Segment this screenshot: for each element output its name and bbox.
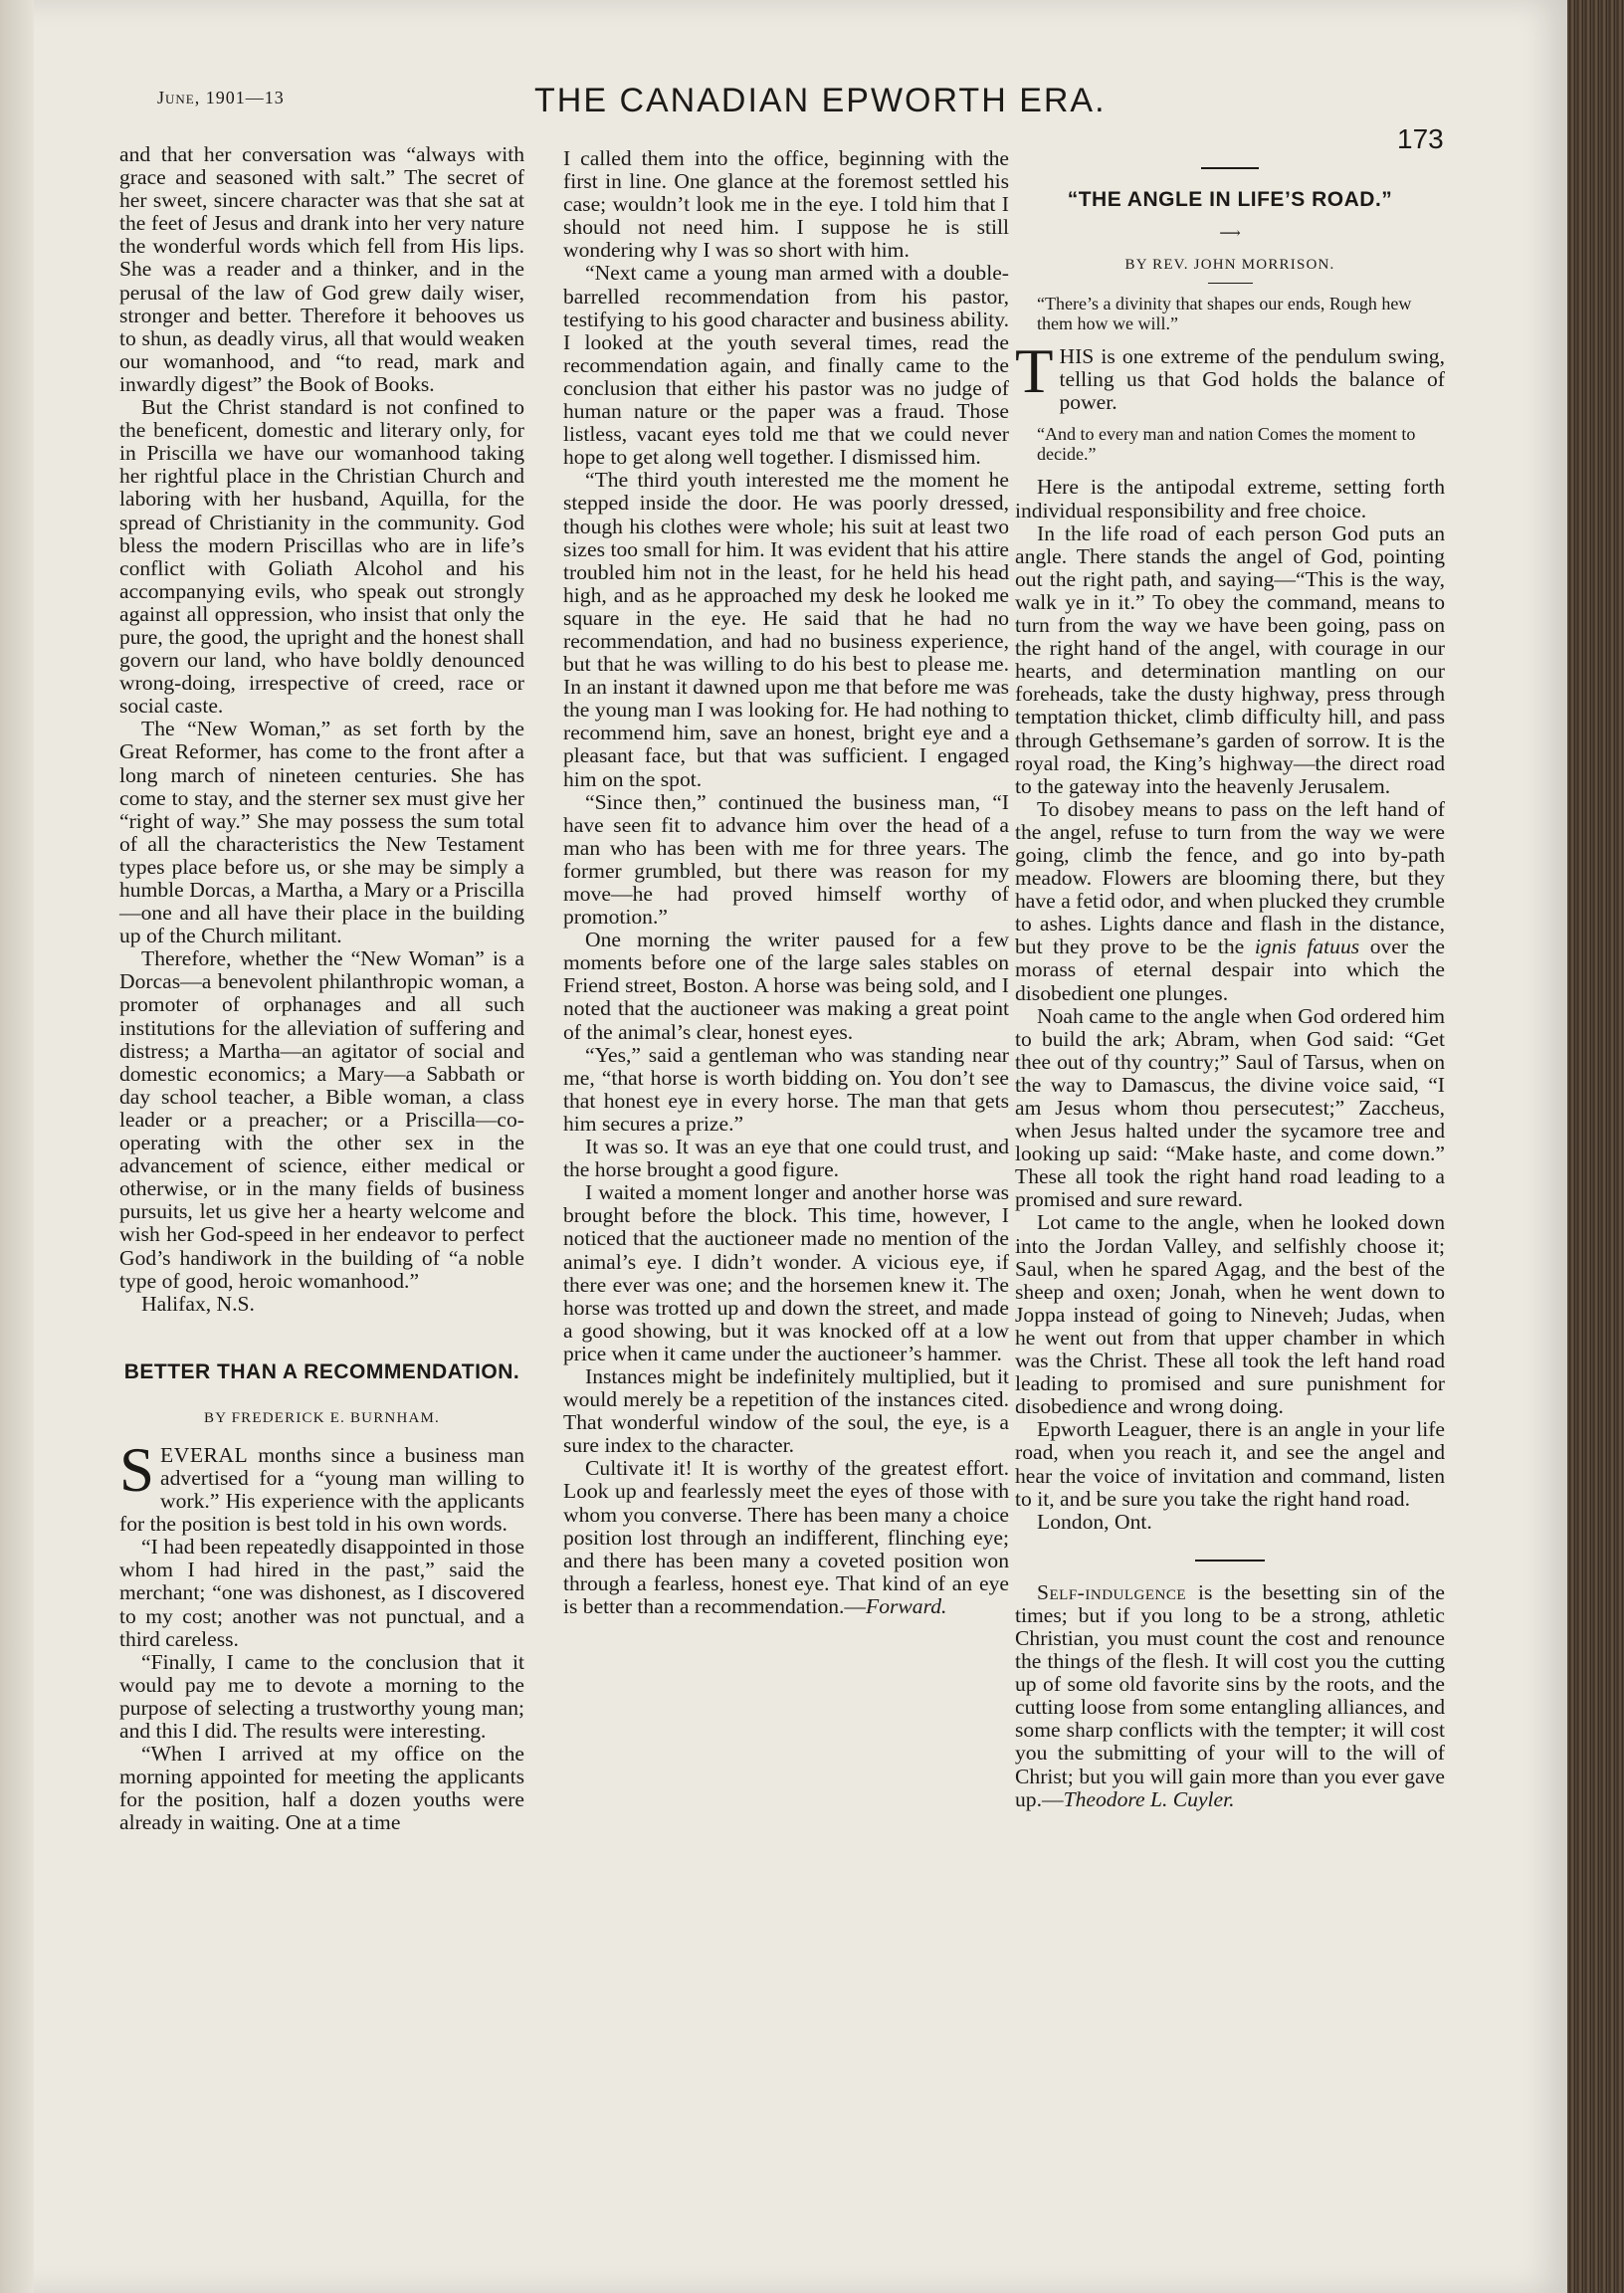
emphasis: ignis fatuus xyxy=(1254,935,1360,959)
lead-caps: HIS xyxy=(1059,344,1095,369)
paragraph: “Yes,” said a gentleman who was standing near me, “that horse is worth bidding on. You don’t see that honest eye in every horse. The man that gets him secures a prize.” xyxy=(563,1042,1009,1136)
page-header xyxy=(0,82,1493,154)
masthead-title: THE CANADIAN EPWORTH ERA. xyxy=(534,82,1107,119)
drop-cap: S xyxy=(119,1434,155,1505)
paragraph: Here is the antipodal extreme, setting forth individual responsibility and free choice. xyxy=(1015,475,1445,522)
paragraph xyxy=(1015,798,1445,1005)
paragraph: “Since then,” continued the business man, “I have seen fit to advance him over the head of a man who has been with me for three years. The former grumbled, but there was reason for my move—he had proved himself worthy of promotion.” xyxy=(563,789,1009,930)
lead-caps: EVERAL xyxy=(160,1442,249,1467)
paragraph xyxy=(1015,1581,1445,1811)
paragraph: Instances might be indefinitely multiplied, but it would merely be a repetition of the instances cited. That wonderful window of the soul, the eye, is a sure index to the character. xyxy=(563,1363,1009,1458)
paragraph-text: is the besetting sin of the times; but if you long to be a strong, athletic Christian, you must count the cost and renounce the things of the flesh. It will cost you the cutting up of some old favorite sins by the roots, and the cutting loose from some entangling alliances, and some sharp conflicts with the tempter; it will cost you the submitting of your will to the will of Christ; but you will gain more than you ever gave up.— xyxy=(1015,1579,1445,1811)
epigraph: “There’s a divinity that shapes our ends, Rough hew them how we will.” xyxy=(1037,294,1412,334)
paragraph: Lot came to the angle, when he looked down into the Jordan Valley, and selfishly choose it; Saul, when he spared Agag, and the best of the sheep and oxen; Jonah, when he went down to Joppa instead of going to Nineveh; Judas, when he went out from that upper chamber in which was the Christ. These all took the left hand road leading to promised and sure punishment for disobedience and wrong doing. xyxy=(1015,1210,1445,1419)
ornament-arrow: ⟶ xyxy=(1219,226,1241,242)
article-title: BETTER THAN A RECOMMENDATION. xyxy=(123,1359,520,1383)
paragraph xyxy=(1015,336,1445,415)
article-byline: BY REV. JOHN MORRISON. xyxy=(1124,257,1335,274)
paragraph: “The third youth interested me the moment he stepped inside the door. He was poorly dressed, though his clothes were whole; his suit at least two sizes too small for him. It was evident that his attire troubled him not in the least, for he held his head high, and as he approached my desk he looked me square in the eye. He said that he had no recommendation, and had no business experience, but that he was willing to do his best to please me. In an instant it dawned upon me that before me was the young man I was looking for. He had nothing to recommend him, save an honest, bright eye and a pleasant face, but that was sufficient. I engaged him on the spot. xyxy=(563,468,1009,791)
paragraph: In the life road of each person God puts an angle. There stands the angel of God, pointing out the right path, and saying—“This is the way, walk ye in it.” To obey the command, means to turn from the way we have been going, pass on the right hand of the angel, with courage in our hearts, and determination mantling on our foreheads, take the dusty highway, press through temptation thicket, climb difficulty hill, and pass through Gethsemane’s garden of sorrow. It is the royal road, the King’s highway—the direct road to the gateway into the heavenly Jerusalem. xyxy=(1015,521,1445,798)
paragraph xyxy=(119,1434,524,1537)
page-number: 173 xyxy=(1397,123,1444,154)
paragraph: I waited a moment longer and another horse was brought before the block. This time, however, I noticed that the auctioneer made no mention of the animal’s eye. I didn’t wonder. A vicious eye, if there ever was one; and the horsemen knew it. The horse was trotted up and down the street, and made a good showing, but it was knocked off at a low price when it came under the auctioneer’s hammer. xyxy=(563,1180,1009,1365)
paragraph xyxy=(563,1457,1009,1618)
article-signoff: London, Ont. xyxy=(1037,1509,1152,1534)
column-left xyxy=(119,143,524,1834)
divider xyxy=(1208,283,1253,284)
paragraph: It was so. It was an eye that one could trust, and the horse brought a good figure. xyxy=(563,1135,1009,1182)
book-page-edges xyxy=(1567,0,1624,2293)
paragraph: “I had been repeatedly disappointed in those whom I had hired in the past,” said the merchant; “one was dishonest, as I discovered to my cost; another was not punctual, and a third careless. xyxy=(119,1535,524,1651)
paragraph: “Next came a young man armed with a double-barrelled recommendation from his pastor, testifying to his good character and business ability. I looked at the youth several times, read the recommendation again, and finally came to the conclusion that either his pastor was no judge of human nature or the paper was a fraud. Those listless, vacant eyes told me that we could never hope to get along well together. I dismissed him. xyxy=(563,261,1009,470)
paragraph: Therefore, whether the “New Woman” is a Dorcas—a benevolent philanthropic woman, a promoter of orphanages and all such institutions for the alleviation of suffering and distress; a Martha—an agitator of social and domestic economics; a Mary—a Sabbath or day school teacher, a Bible woman, a class leader or a preacher; or a Priscilla—co-operating with the other sex in the advancement of science, either medical or otherwise, or in the many fields of business pursuits, let us give her a hearty welcome and wish her God-speed in her endeavor to perfect God’s handiwork in the building of “a noble type of good, heroic womanhood.” xyxy=(119,946,524,1293)
paragraph-text: months since a business man advertised for a “young man willing to work.” His experience with the applicants for the position is best told in his own words. xyxy=(119,1442,524,1537)
paragraph: Epworth Leaguer, there is an angle in your life road, when you reach it, and see the angel and hear the voice of invitation and command, listen to it, and be sure you take the right hand road. xyxy=(1015,1417,1445,1511)
source-citation: Theodore L. Cuyler. xyxy=(1063,1786,1235,1811)
article-title: “THE ANGLE IN LIFE’S ROAD.” xyxy=(1067,188,1393,211)
paragraph-text: Cultivate it! It is worthy of the greatest effort. Look up and fearlessly meet the eyes of those with whom you converse. There has been many a choice position lost through an indifferent, flinching eye; and there has been many a coveted position won through a fearless, honest eye. That kind of an eye is better than a recommendation.— xyxy=(563,1456,1009,1618)
article-signoff: Halifax, N.S. xyxy=(141,1291,255,1316)
paragraph: The “New Woman,” as set forth by the Great Reformer, has come to the front after a long march of nineteen centuries. She has come to stay, and the sterner sex must give her “right of way.” She may possess the sum total of all the characteristics the New Testament types place before us, or she may be simply a humble Dorcas, a Martha, a Mary or a Priscilla—one and all have their place in the building up of the Church militant. xyxy=(119,717,524,948)
lead-caps: Self-indulgence xyxy=(1037,1579,1187,1604)
article-byline: BY FREDERICK E. BURNHAM. xyxy=(203,1409,440,1426)
paragraph: and that her conversation was “always with grace and seasoned with salt.” The secret of her sweet, sincere character was that she sat at the feet of Jesus and drank into her very nature the wonderful words which fell from His lips. She was a reader and a thinker, and in the perusal of the law of God grew daily wiser, stronger and better. Therefore it behooves us to shun, as deadly virus, all that would weaken our womanhood, and “to read, mark and inwardly digest” the Book of Books. xyxy=(119,142,524,396)
paragraph: Noah came to the angle when God ordered him to build the ark; Abram, when God said: “Get thee out of thy country;” Saul of Tarsus, when on the way to Damascus, the divine voice said, “I am Jesus whom thou persecutest;” Zaccheus, when Jesus halted under the sycamore tree and looking up said: “Make haste, and come down.” These all took the right hand road leading to a promised and sure reward. xyxy=(1015,1003,1445,1212)
paragraph: “Finally, I came to the conclusion that it would pay me to devote a morning to the purpose of selecting a trustworthy young man; and this I did. The results were interesting. xyxy=(119,1649,524,1743)
page-gutter xyxy=(0,0,34,2293)
paragraph-text: To disobey means to pass on the left hand of the angel, refuse to turn from the way we were going, climb the fence, and go into by-path meadow. Flowers are blooming there, but they have a fetid odor, and when plucked they crumble to ashes. Lights dance and flash in the distance, but they prove to be the xyxy=(1015,796,1445,959)
paragraph: I called them into the office, beginning with the first in line. One glance at the foremost settled his case; wouldn’t look me in the eye. I told him that I should not need him. I suppose he is still wondering why I was so short with him. xyxy=(563,146,1009,263)
paragraph: But the Christ standard is not confined to the beneficent, domestic and literary only, for in Priscilla we have our womanhood taking her rightful place in the Christian Church and laboring with her husband, Aquilla, for the spread of Christianity in the community. God bless the modern Priscillas who are in life’s conflict with Goliath Alcohol and his accompanying evils, who speak out strongly against all oppression, who insist that only the pure, the good, the upright and the honest shall govern our land, who have boldly denounced wrong-doing, irrespective of creed, race or social caste. xyxy=(119,395,524,719)
issue-date: June, 1901—13 xyxy=(157,88,285,107)
paragraph: One morning the writer paused for a few moments before one of the large sales stables on Friend street, Boston. A horse was being sold, and I noted that the auctioneer was making a great point of the animal’s clear, honest eyes. xyxy=(563,928,1009,1044)
paragraph: “When I arrived at my office on the morning appointed for meeting the applicants for the position, half a dozen youths were already in waiting. One at a time xyxy=(119,1742,524,1835)
drop-cap: T xyxy=(1015,336,1054,407)
column-middle xyxy=(563,147,1009,1618)
divider xyxy=(1195,1560,1265,1562)
epigraph: “And to every man and nation Comes the moment to decide.” xyxy=(1037,424,1416,465)
divider xyxy=(1201,167,1259,169)
paragraph-text: is one extreme of the pendulum swing, telling us that God holds the balance of power. xyxy=(1059,344,1445,415)
column-right xyxy=(1015,159,1445,1811)
source-citation: Forward. xyxy=(866,1593,947,1618)
paragraph-text: over the morass of eternal despair into which the disobedient one plunges. xyxy=(1015,935,1446,1005)
